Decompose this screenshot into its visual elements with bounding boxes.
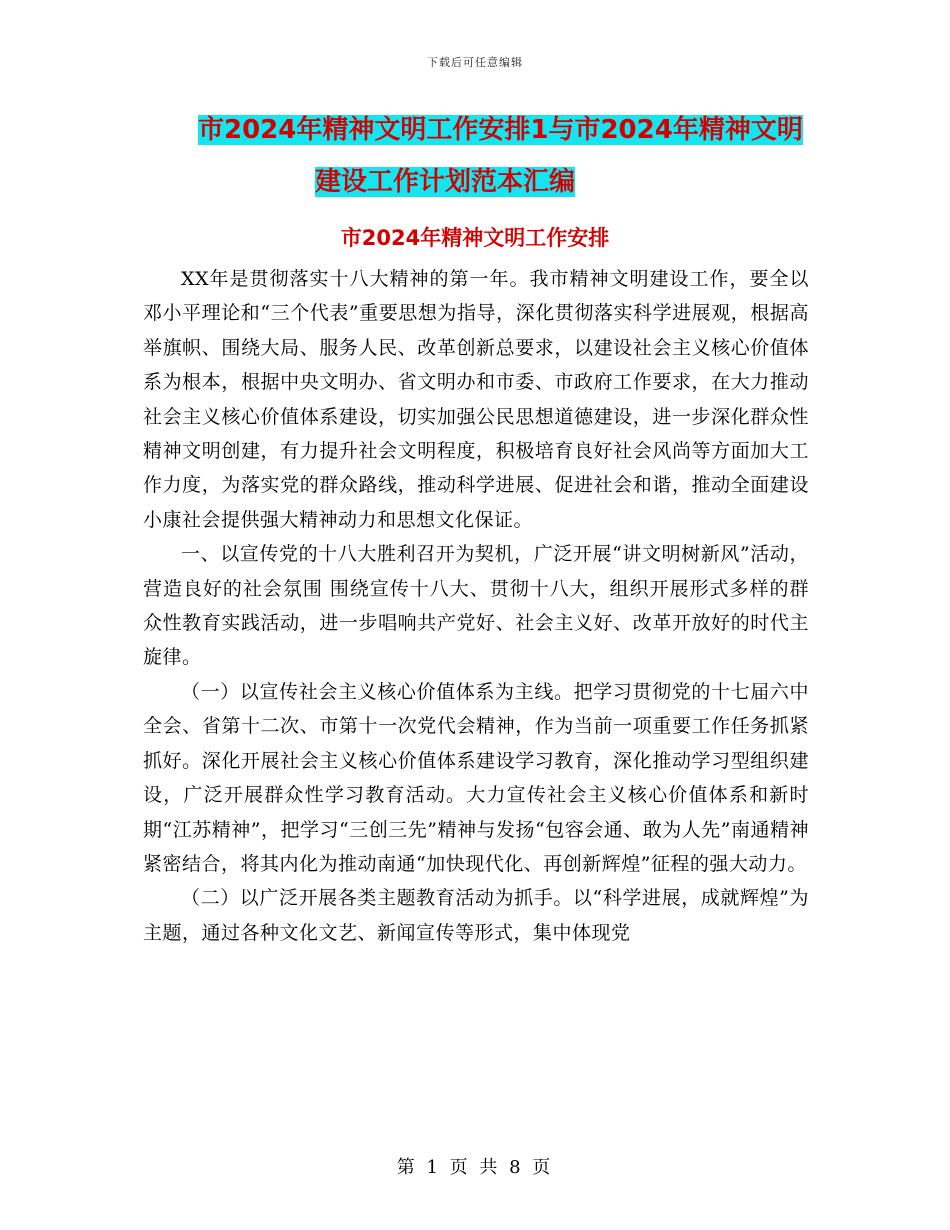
title-highlight-1: 市2024年精神文明工作安排1与市2024年精神文明 — [198, 115, 803, 145]
paragraph-sub-one: （一）以宣传社会主义核心价值体系为主线。把学习贯彻党的十七届六中全会、省第十二次、市第十一次党代会精神，作为当前一项重要工作任务抓紧抓好。深化开展社会主义核心价值体系建设学习教育，深化推动学习型组织建设，广泛开展群众性学习教育活动。大力宣传社会主义核心价值体系和新时期“江苏精神”，把学习“三创三先”精神与发扬“包容会通、敢为人先”南通精神紧密结合，将其内化为推动南通“加快现代化、再创新辉煌”征程的强大动力。 — [143, 680, 809, 875]
paragraph-intro: XX年是贯彻落实十八大精神的第一年。我市精神文明建设工作，要全以邓小平理论和“三个代表”重要思想为指导，深化贯彻落实科学进展观，根据高举旗帜、围绕大局、服务人民、改革创新总要求，以建设社会主义核心价值体系为根本，根据中央文明办、省文明办和市委、市政府工作要求，在大力推动社会主义核心价值体系建设，切实加强公民思想道德建设，进一步深化群众性精神文明创建，有力提升社会文明程度，积极培育良好社会风尚等方面加大工作力度，为落实党的群众路线，推动科学进展、促进社会和谐，推动全面建设小康社会提供强大精神动力和思想文化保证。 — [143, 268, 809, 531]
page-number-footer: 第 1 页 共 8 页 — [396, 1157, 554, 1178]
document-title-line-1 — [150, 104, 810, 156]
paragraph-sub-two: （二）以广泛开展各类主题教育活动为抓手。以“科学进展，成就辉煌”为主题，通过各种文化文艺、新闻宣传等形式，集中体现党 — [143, 887, 809, 944]
header-note: 下载后可任意编辑 — [427, 56, 523, 69]
section-title: 市2024年精神文明工作安排 — [340, 226, 610, 250]
document-title — [150, 104, 810, 208]
document-body — [143, 262, 809, 950]
title-highlight-2: 建设工作计划范本汇编 — [315, 167, 576, 197]
paragraph-point-one: 一、以宣传党的十八大胜利召开为契机，广泛开展“讲文明树新风”活动，营造良好的社会氛围 围绕宣传十八大、贯彻十八大，组织开展形式多样的群众性教育实践活动，进一步唱响共产党好、社会主义好、改革开放好的时代主旋律。 — [143, 543, 809, 669]
document-title-line-2 — [150, 156, 810, 208]
